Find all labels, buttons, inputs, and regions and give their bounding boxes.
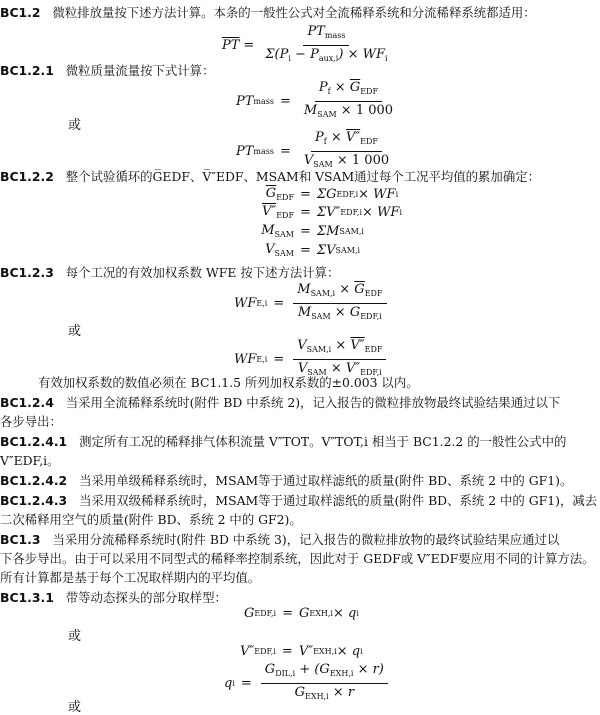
eq-den-sub: i xyxy=(288,54,291,63)
eq-lhs: V″ xyxy=(240,644,255,659)
eq-rhs: V″ xyxy=(298,644,314,659)
eq-den-a-sub: SAM xyxy=(307,368,327,377)
eq-lhs-sub: EDF xyxy=(276,211,294,220)
eq-num-a: G xyxy=(264,662,276,677)
eq-lhs-sub: mass xyxy=(253,147,274,156)
eq-den-a-sub: EXH,i xyxy=(305,692,329,701)
eq-lhs-sub: i xyxy=(232,679,235,688)
eq-rhs-sub: EDF,i xyxy=(340,207,363,217)
section-bc1-2-4 xyxy=(0,394,600,411)
section-bc1-2 xyxy=(0,4,600,21)
eq-fraction xyxy=(300,130,393,173)
eq-num-a-sub: SAM,i xyxy=(306,345,332,354)
eq-num-a: P xyxy=(315,130,324,145)
section-text: 微粒排放量按下述方法计算。本条的一般性公式对全流稀释系统和分流稀释系统都适用： xyxy=(52,5,536,20)
section-number: BC1.2.4.1 xyxy=(0,434,68,449)
section-number: BC1.2.4.2 xyxy=(0,473,68,488)
eq-rhs: ΣV″ xyxy=(316,204,341,220)
equation-vedf: V″ EDF,i = V″ EXH,i × q i xyxy=(240,644,363,659)
weighting-note: 有效加权系数的数值必须在 BC1.1.5 所列加权系数的±0.003 以内。 xyxy=(38,375,419,390)
eq-rhs: ΣG xyxy=(316,186,337,202)
section-number: BC1.2 xyxy=(0,5,41,20)
eq-num-op: × xyxy=(330,80,350,95)
or-label: 或 xyxy=(68,629,82,644)
section-number: BC1.2.3 xyxy=(0,265,54,280)
eq-den-sub: SAM xyxy=(313,160,333,169)
eq-num-b-sub: EDF xyxy=(364,289,383,298)
eq-lhs: WF xyxy=(234,296,257,311)
eq-num-a: P xyxy=(318,80,328,95)
eq-den-a: V xyxy=(297,361,308,376)
eq-lhs: V″ xyxy=(261,204,277,219)
section-bc1-2-4-cont: 各步导出： xyxy=(0,414,62,429)
eq-den-tail: × 1 000 xyxy=(332,153,390,168)
eq-num-a-sub: f xyxy=(323,137,327,146)
summation-row: $\overline{G}_{EDF}$ = ΣG EDF,i × WF i xyxy=(265,186,399,202)
section-bc1-3-cont2: 所有计算都是基于每个工况取样期内的平均值。 xyxy=(0,570,261,585)
eq-lhs: $\overline{G}$ xyxy=(265,186,277,201)
eq-den-minus: − P xyxy=(290,47,319,62)
eq-lhs-sub: E,i xyxy=(256,355,268,364)
or-label: 或 xyxy=(68,324,82,339)
eq-tail-sub: i xyxy=(395,189,399,199)
equation-ptmass-1: PT mass = $\frac{P_f \times \overline{G}_{EDF}}{M_{SAM} \times 1 000}$ xyxy=(236,80,400,123)
eq-num-tail: × r) xyxy=(353,662,384,677)
eq-tail-sub: i xyxy=(399,207,402,217)
eq-den-b: V″ xyxy=(345,361,361,376)
eq-lhs: WF xyxy=(234,352,257,367)
equation-wf-1: WF E,i = $\frac{M_{SAM,i} \times \overline{G}_{EDF}}{M_{SAM} \times G_{EDF,i}}$ xyxy=(234,282,390,325)
section-text: 整个试验循环的G̅EDF、V̅″EDF、MSAM和 VSAM通过每个工况平均值的累加确定： xyxy=(65,169,540,184)
eq-lhs: V xyxy=(265,242,275,257)
eq-tail: × WF xyxy=(362,204,400,220)
eq-fraction xyxy=(300,80,397,123)
eq-den: M xyxy=(303,103,318,118)
eq-den-tail: × 1 000 xyxy=(336,103,394,118)
eq-rhs-sub: EDF,i xyxy=(336,189,359,199)
eq-den-a-sub: SAM xyxy=(311,312,331,321)
section-text: 测定所有工况的稀释排气体积流量 V″TOT。V″TOT,i 相当于 BC1.2.2 的一般性公式中的 xyxy=(79,434,567,449)
section-bc1-2-3 xyxy=(0,264,600,281)
section-bc1-2-4-2 xyxy=(0,472,600,489)
eq-num-a: V xyxy=(297,338,307,353)
summation-row: $V''_{EDF}$ = ΣV″ EDF,i × WF i xyxy=(261,204,402,220)
eq-rhs-sub: SAM,i xyxy=(335,245,361,255)
eq-lhs: M xyxy=(261,223,275,238)
eq-lhs: PT xyxy=(236,144,254,159)
eq-den-b-sub: EDF,i xyxy=(360,368,382,377)
eq-lhs-sub: SAM xyxy=(274,249,294,258)
section-bc1-2-2 xyxy=(0,168,600,185)
eq-num-b: $\overline{G}$ xyxy=(349,80,361,95)
eq-num-op: × xyxy=(331,338,351,353)
eq-den-b: G xyxy=(349,305,361,320)
eq-rhs: ΣM xyxy=(316,223,340,239)
section-text: 当采用全流稀释系统时(附件 BD 中系统 2)，记入报告的微粒排放物最终试验结果通过以下 xyxy=(65,395,561,410)
eq-den-op: × xyxy=(326,361,346,376)
eq-num-b: V″ xyxy=(345,130,361,145)
eq-den-b-sub: EDF,i xyxy=(360,312,382,321)
section-number: BC1.2.2 xyxy=(0,169,54,184)
eq-rhs-sub: SAM,i xyxy=(339,226,364,236)
section-number: BC1.2.4 xyxy=(0,395,54,410)
eq-fraction xyxy=(261,662,388,705)
section-bc1-2-4-1-cont: V″EDF,i。 xyxy=(0,453,60,468)
section-text: 微粒质量流量按下式计算： xyxy=(65,63,215,78)
eq-lhs-sub: EDF,i xyxy=(254,647,276,656)
eq-den-tail: × r xyxy=(328,685,355,700)
section-bc1-2-4-3 xyxy=(0,492,600,509)
summation-row: $V_{SAM}$ = ΣV SAM,i xyxy=(265,242,361,258)
eq-num-op: × xyxy=(335,282,355,297)
eq-den-a: G xyxy=(294,685,306,700)
equation-pt: $\overline{PT}$ = $\frac{PT_{mass}}{\Sigma(P_i - P_{aux,i}) \times WF_i}$ xyxy=(222,24,395,67)
equation-wf-2: WF E,i = $\frac{V_{SAM,i} \times V''_{EDF}}{V_{SAM} \times V''_{EDF,i}}$ xyxy=(234,338,389,381)
eq-fraction xyxy=(261,24,391,67)
eq-den: Σ(P xyxy=(265,47,289,62)
eq-num-b-sub: EDF xyxy=(360,137,378,146)
eq-rhs-sub: EXH,i xyxy=(313,647,337,656)
section-text: 带等动态探头的部分取样型： xyxy=(65,590,227,605)
eq-lhs: PT xyxy=(236,94,254,109)
section-bc1-2-4-1 xyxy=(0,433,600,450)
eq-tail-sub: i xyxy=(360,647,363,656)
eq-lhs-sub: mass xyxy=(253,97,274,106)
eq-lhs-sub: EDF xyxy=(276,193,294,202)
eq-lhs: G xyxy=(244,606,255,621)
eq-num-op: × xyxy=(326,130,346,145)
section-bc1-3-1 xyxy=(0,589,600,606)
equation-gedf: G EDF,i = G EXH,i × q i xyxy=(244,606,359,621)
eq-tail: × WF xyxy=(358,186,396,202)
eq-den-tail: ) × WF xyxy=(338,47,385,62)
eq-den-tail-sub: i xyxy=(384,54,388,63)
eq-den-aux: aux,i xyxy=(318,54,339,63)
eq-lhs-sub: EDF,i xyxy=(254,609,277,618)
summation-row: $M_{SAM}$ = ΣM SAM,i xyxy=(261,223,364,239)
or-label: 或 xyxy=(68,118,82,133)
section-number: BC1.2.4.3 xyxy=(0,493,68,508)
eq-tail: × q xyxy=(336,644,361,659)
eq-num-b-sub: EXH,i xyxy=(329,669,354,678)
eq-num-mid: + (G xyxy=(295,662,330,677)
eq-lhs-sub: SAM xyxy=(274,230,294,239)
eq-num: PT xyxy=(307,24,325,39)
eq-num-a: M xyxy=(297,282,311,297)
eq-tail: × q xyxy=(332,606,357,621)
eq-den: V xyxy=(303,153,314,168)
eq-lhs: $\overline{PT}$ xyxy=(222,38,240,53)
eq-den-sub: SAM xyxy=(317,110,337,119)
section-text: 当采用分流稀释系统时(附件 BD 中系统 3)，记入报告的微粒排放物的最终试验结果应通过以 xyxy=(52,532,560,547)
section-bc1-3 xyxy=(0,531,600,548)
eq-num-sub: mass xyxy=(324,31,346,40)
eq-num-b-sub: EDF xyxy=(360,87,379,96)
section-number: BC1.2.1 xyxy=(0,63,54,78)
eq-tail-sub: i xyxy=(356,609,359,618)
eq-rhs-sub: EXH,i xyxy=(309,609,333,618)
section-number: BC1.3 xyxy=(0,532,41,547)
section-bc1-2-1 xyxy=(0,62,600,79)
section-bc1-2-4-3-cont: 二次稀释用空气的质量(附件 BD、系统 2 中的 GF2)。 xyxy=(0,512,302,527)
eq-lhs-sub: E,i xyxy=(256,299,268,308)
section-text: 当采用单级稀释系统时，MSAM等于通过取样滤纸的质量(附件 BD、系统 2 中的 GF1)。 xyxy=(79,473,573,488)
eq-rhs: G xyxy=(298,606,310,621)
section-number: BC1.3.1 xyxy=(0,590,54,605)
eq-den-op: × xyxy=(330,305,350,320)
eq-num-a-sub: SAM,i xyxy=(310,289,336,298)
eq-rhs: ΣV xyxy=(316,242,336,258)
eq-num-a-sub: f xyxy=(327,87,331,96)
eq-num-b: V″ xyxy=(350,338,365,353)
section-text: 每个工况的有效加权系数 WFE 按下述方法计算： xyxy=(65,265,340,280)
eq-num-b: $\overline{G}$ xyxy=(354,282,365,297)
or-label: 或 xyxy=(68,700,82,715)
equation-qi: q i = $\frac{G_{DIL,i} + (G_{EXH,i} \times r)}{G_{EXH,i} \times r}$ xyxy=(224,662,391,705)
section-text: 当采用双级稀释系统时，MSAM等于通过取样滤纸的质量(附件 BD、系统 2 中的 GF1)，减去 xyxy=(79,493,598,508)
eq-den-a: M xyxy=(297,305,312,320)
eq-num-a-sub: DIL,i xyxy=(275,669,296,678)
section-bc1-3-cont1: 下各步导出。由于可以采用不同型式的稀释率控制系统，因此对于 GEDF或 V″EDF要应用不同的计算方法。 xyxy=(0,551,595,566)
eq-fraction xyxy=(293,282,386,325)
eq-num-b-sub: EDF xyxy=(364,345,383,354)
equation-ptmass-2: PT mass = $\frac{P_f \times V''_{EDF}}{V_{SAM} \times 1 000}$ xyxy=(236,130,396,173)
eq-lhs: q xyxy=(224,676,233,691)
